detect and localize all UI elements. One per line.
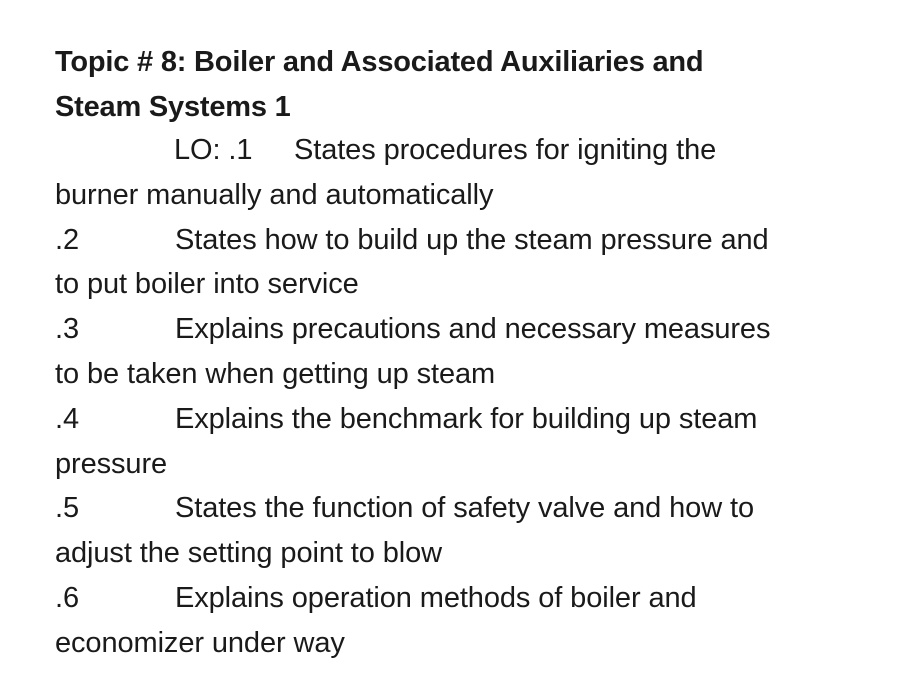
objective-5-first-line	[55, 486, 905, 531]
page-title	[55, 40, 895, 130]
learning-objectives-list	[55, 128, 905, 666]
objective-6-number: .6	[55, 581, 79, 614]
title-line-2: Steam Systems 1	[55, 91, 291, 123]
objective-6-first-line	[55, 576, 905, 621]
objective-4-number: .4	[55, 402, 79, 435]
objective-3-text: Explains precautions and necessary measures	[175, 313, 771, 346]
objective-4-first-line	[55, 397, 905, 442]
objective-6-continuation: economizer under way	[55, 626, 345, 659]
objective-3-first-line	[55, 307, 905, 352]
objective-2-number: .2	[55, 223, 79, 256]
objective-4-continuation: pressure	[55, 447, 168, 480]
objective-4-text: Explains the benchmark for building up steam	[175, 402, 758, 435]
objective-2-first-line	[55, 218, 905, 263]
objective-1-text: States procedures for igniting the	[294, 134, 717, 166]
objective-3-continuation: to be taken when getting up steam	[55, 357, 496, 390]
objective-1-number: LO: .1	[174, 134, 253, 166]
objective-6-text: Explains operation methods of boiler and	[175, 581, 697, 614]
objective-5-text: States the function of safety valve and how to	[175, 492, 754, 525]
objective-5-continuation: adjust the setting point to blow	[55, 537, 442, 570]
title-line-1: Topic # 8: Boiler and Associated Auxiliaries and	[55, 46, 704, 78]
objective-5-number: .5	[55, 492, 79, 525]
objective-2-continuation: to put boiler into service	[55, 268, 359, 301]
objective-3-number: .3	[55, 313, 79, 346]
objective-1-first-line	[55, 128, 905, 173]
objective-2-text: States how to build up the steam pressure and	[175, 223, 769, 256]
objective-1-continuation: burner manually and automatically	[55, 178, 494, 211]
